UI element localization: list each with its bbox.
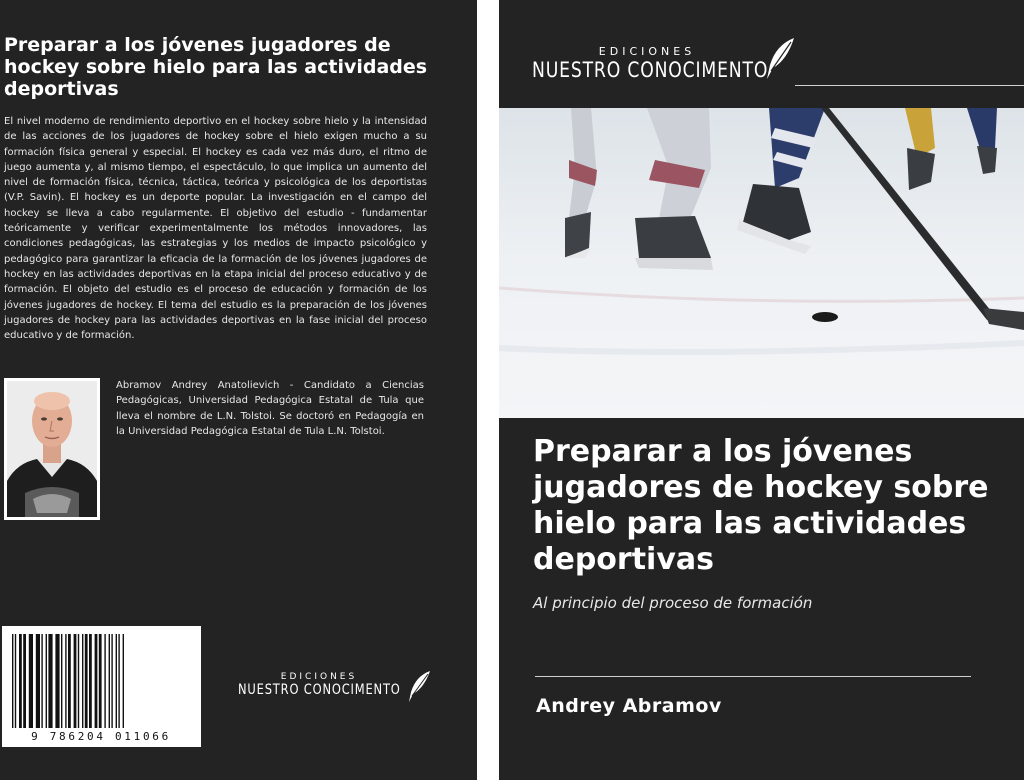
barcode-bar	[46, 634, 47, 728]
author-divider	[535, 676, 971, 677]
logo-divider	[795, 85, 1024, 86]
publisher-logo-line1: EDICIONES	[280, 672, 358, 682]
hockey-ice-image	[499, 108, 1024, 418]
barcode-bar	[89, 634, 92, 728]
front-publisher-logo	[532, 45, 832, 82]
publisher-logo-line1: EDICIONES	[598, 45, 696, 58]
isbn-digits: 9 786204 011066	[31, 730, 171, 743]
barcode-bar	[104, 634, 105, 728]
barcode-bar	[29, 634, 33, 728]
barcode-bar	[48, 634, 52, 728]
barcode-bar	[111, 634, 112, 728]
author-bio: Abramov Andrey Anatolievich - Candidato a Ciencias Pedagógicas, Universidad Pedagógica Estatal de Tula que lleva el nombre de L.N. Tolstoi. Se doctoró en Pedagogía en la Universidad Pedagógica Estatal de Tula L.N. Tolstoi.	[116, 380, 424, 437]
barcode-bar	[85, 634, 88, 728]
barcode-bar	[78, 634, 79, 728]
barcode-bar	[95, 634, 98, 728]
barcode-bar	[19, 634, 22, 728]
barcode-bar	[118, 634, 119, 728]
barcode-bar	[68, 634, 71, 728]
isbn-barcode	[2, 626, 201, 747]
author-portrait-image	[7, 381, 97, 517]
front-cover-subtitle: Al principio del proceso de formación	[533, 594, 813, 612]
barcode-bar	[116, 634, 117, 728]
barcode-bar	[65, 634, 66, 728]
quill-pen-icon	[406, 670, 432, 704]
back-cover-title: Preparar a los jóvenes jugadores de hockey sobre hielo para las actividades deportivas	[4, 34, 428, 100]
back-cover-description: El nivel moderno de rendimiento deportivo en el hockey sobre hielo y la intensidad de las acciones de los jugadores de hockey sobre el hielo exigen mucho a su formación física general y especial. El hockey es cada vez más duro, el ritmo de juego aumenta y, al mismo tiempo, el espectáculo, lo que implica un aumento del nivel de formación física, técnica, táctica, teórica y psicológica de los deportistas (V.P. Savin). El hockey es un deporte popular. La investigación en el campo del hockey se lleva a cabo regularmente. El objetivo del estudio - fundamentar teóricamente y verificar experimentalmente los métodos innovadores, las condiciones pedagógicas, las estrategias y los medios de impacto psicológico y pedagógico para garantizar la eficacia de la formación de los jóvenes jugadores de hockey en las actividades deportivas en la etapa inicial del proceso educativo y de formación. El objeto del estudio es el proceso de educación y formación de los jóvenes jugadores de hockey. El tema del estudio es la preparación de los jóvenes jugadores de hockey para las actividades deportivas en la fase inicial del proceso educativo y de formación.	[4, 116, 427, 342]
barcode-bar	[15, 634, 16, 728]
front-cover	[499, 0, 1024, 780]
front-cover-title: Preparar a los jóvenes jugadores de hockey sobre hielo para las actividades deportivas	[533, 434, 989, 577]
quill-pen-icon	[764, 37, 796, 81]
barcode-bar	[41, 634, 42, 728]
spine-gap	[477, 0, 499, 780]
barcode-bar	[23, 634, 26, 728]
hockey-cover-photo	[499, 108, 1024, 418]
author-photo	[4, 378, 100, 520]
front-cover-author: Andrey Abramov	[536, 695, 722, 717]
barcode-bar	[74, 634, 77, 728]
publisher-logo-line2: NUESTRO CONOCIMENTO	[238, 682, 401, 698]
barcode-bar	[123, 634, 124, 728]
barcode-bar	[12, 634, 13, 728]
publisher-logo-line2: NUESTRO CONOCIMENTO	[532, 58, 769, 82]
barcode-bar	[82, 634, 83, 728]
back-cover	[0, 0, 477, 780]
barcode-bars	[2, 626, 201, 747]
barcode-bar	[99, 634, 102, 728]
barcode-bar	[55, 634, 59, 728]
barcode-bar	[61, 634, 62, 728]
back-publisher-logo	[238, 672, 438, 698]
barcode-bar	[109, 634, 110, 728]
barcode-bar	[36, 634, 40, 728]
